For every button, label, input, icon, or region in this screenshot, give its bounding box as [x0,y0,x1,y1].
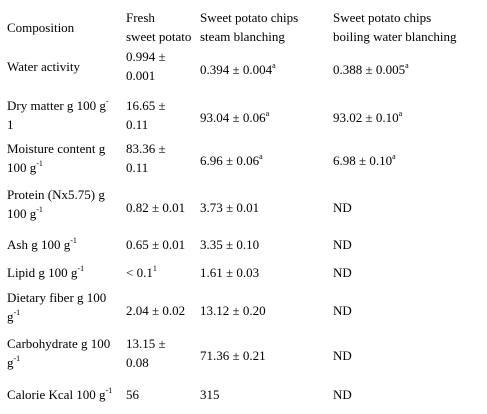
row-label-ash [7,235,125,254]
steam-superscript: a [259,151,263,161]
fresh-superscript: 1 [152,263,157,273]
fresh-value-line1: 83.36 ± [126,141,166,156]
boil-value: ND [333,303,352,318]
row-steam-dry-matter [200,108,330,127]
row-label-line2 [7,204,125,223]
row-label-calorie [7,385,125,404]
row-label-line1 [7,96,125,115]
row-fresh-lipid [126,263,198,282]
row-label-line2 [7,307,125,326]
row-label-superscript: -1 [36,158,43,168]
row-steam-carbohydrate [200,346,330,365]
row-steam-dietary-fiber [200,301,330,320]
row-boil-water-activity [333,60,485,79]
row-fresh-dry-matter [126,96,198,134]
row-boil-carbohydrate [333,346,485,365]
header-boil [333,8,485,46]
row-label-text: Lipid g 100 g [7,265,78,280]
row-label-lipid [7,263,125,282]
row-label-text: Calorie Kcal 100 g [7,387,106,402]
row-label-superscript: -1 [70,235,77,245]
steam-value: 3.73 ± 0.01 [200,200,260,215]
row-label-moisture [7,139,125,177]
steam-value: 6.96 ± 0.06 [200,153,260,168]
boil-value: 93.02 ± 0.10 [333,110,399,125]
row-steam-moisture [200,151,330,170]
row-boil-dietary-fiber [333,301,485,320]
row-steam-lipid [200,263,330,282]
row-label-line1: Protein (Nx5.75) g [7,187,105,202]
boil-value: ND [333,348,352,363]
row-label-dietary-fiber [7,288,125,326]
row-label-water-activity [7,57,125,76]
fresh-value: 56 [126,387,139,402]
row-boil-ash [333,235,485,254]
row-steam-calorie [200,385,330,404]
boil-superscript: a [392,151,396,161]
fresh-value-line2: 0.11 [126,117,149,132]
fresh-value: 2.04 ± 0.02 [126,303,186,318]
row-boil-dry-matter [333,108,485,127]
header-fresh [126,8,198,46]
fresh-value: 0.82 ± 0.01 [126,200,186,215]
boil-value: 6.98 ± 0.10 [333,153,393,168]
row-label-line1: Carbohydrate g 100 [7,336,111,351]
steam-value: 315 [200,387,220,402]
row-label-text: Water activity [7,59,80,74]
steam-superscript: a [272,60,276,70]
boil-value: ND [333,265,352,280]
steam-value: 0.394 ± 0.004 [200,62,273,77]
steam-superscript: a [265,108,270,118]
row-boil-lipid [333,263,485,282]
header-steam-line1: Sweet potato chips [200,10,299,25]
row-fresh-ash [126,235,198,254]
row-label-superscript: -1 [105,385,113,395]
fresh-value-line1: 13.15 ± [126,336,166,351]
row-boil-calorie [333,385,485,404]
row-label-line2: 1 [7,117,14,132]
boil-value: ND [333,387,352,402]
row-boil-moisture [333,151,485,170]
row-label-text: 100 g [7,206,37,221]
fresh-value-line2: 0.001 [126,68,156,83]
boil-superscript: a [405,60,409,70]
fresh-value-line2: 0.11 [126,160,149,175]
header-fresh-line1: Fresh [126,10,155,25]
row-label-superscript: -1 [13,353,21,363]
row-fresh-moisture [126,139,198,177]
row-label-text: Dry matter g 100 g [7,98,106,113]
header-fresh-line2: sweet potato [126,29,192,44]
row-label-line1: Dietary fiber g 100 [7,290,107,305]
header-steam [200,8,330,46]
row-fresh-carbohydrate [126,334,198,372]
row-fresh-dietary-fiber [126,301,198,320]
header-boil-line1: Sweet potato chips [333,10,432,25]
row-boil-protein [333,198,485,217]
fresh-value: < 0.1 [126,265,153,280]
row-fresh-calorie [126,385,198,404]
row-label-line1: Moisture content g [7,141,106,156]
fresh-value-line1: 0.994 ± [126,49,166,64]
boil-superscript: a [398,108,403,118]
header-composition-text: Composition [7,20,75,35]
row-steam-protein [200,198,330,217]
steam-value: 13.12 ± 0.20 [200,303,266,318]
row-fresh-protein [126,198,198,217]
row-label-text: g [7,355,14,370]
header-boil-line2: boiling water blanching [333,29,457,44]
row-label-line2 [7,158,125,177]
row-steam-ash [200,235,330,254]
row-label-dry-matter [7,96,125,134]
row-label-superscript: -1 [77,263,85,273]
steam-value: 1.61 ± 0.03 [200,265,260,280]
steam-value: 93.04 ± 0.06 [200,110,266,125]
row-label-line2 [7,353,125,372]
header-composition [7,18,125,37]
row-label-superscript: -1 [36,204,43,214]
fresh-value-line2: 0.08 [126,355,149,370]
row-steam-water-activity [200,60,330,79]
steam-value: 71.36 ± 0.21 [200,348,266,363]
row-label-protein [7,185,125,223]
boil-value: 0.388 ± 0.005 [333,62,406,77]
row-label-superscript: - [105,96,109,106]
row-label-text: 100 g [7,160,37,175]
steam-value: 3.35 ± 0.10 [200,237,260,252]
header-steam-line2: steam blanching [200,29,285,44]
boil-value: ND [333,237,352,252]
row-label-text: g [7,309,14,324]
fresh-value-line1: 16.65 ± [126,98,166,113]
fresh-value: 0.65 ± 0.01 [126,237,186,252]
row-label-carbohydrate [7,334,125,372]
boil-value: ND [333,200,352,215]
row-label-superscript: -1 [13,307,21,317]
row-label-text: Ash g 100 g [7,237,71,252]
row-fresh-water-activity [126,47,198,85]
